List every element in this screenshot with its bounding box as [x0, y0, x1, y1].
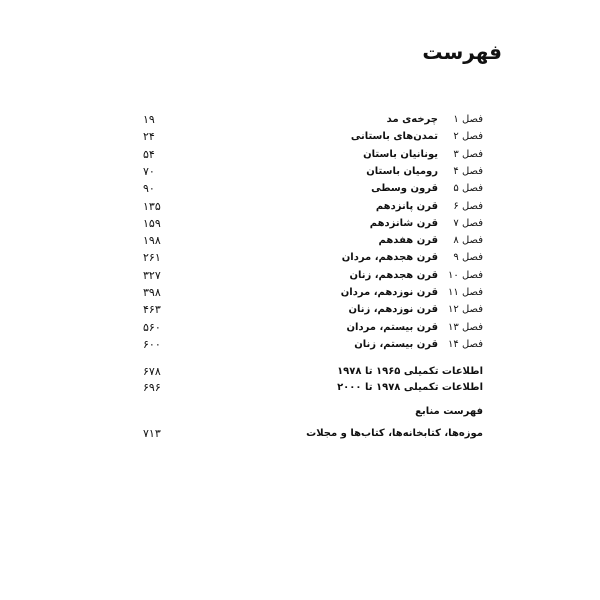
chapter-title: چرخه‌ی مد: [386, 114, 438, 125]
chapter-row: [0, 112, 600, 128]
chapter-label: فصل ۱۰: [448, 269, 483, 281]
chapter-title: قرن نوزدهم، مردان: [340, 287, 438, 298]
chapter-title: قرن شانزدهم: [369, 217, 438, 229]
chapter-label: فصل ۲: [453, 131, 483, 143]
page-number: ۵۶۰: [143, 320, 161, 334]
chapter-row: [0, 199, 600, 215]
chapter-title: قرن هفدهم: [378, 235, 438, 247]
page-number: ۱۳۵: [143, 199, 161, 213]
page-number: ۶۰۰: [143, 337, 161, 351]
page-number: ۷۱۳: [143, 427, 161, 440]
sources-entry: موزه‌ها، کتابخانه‌ها، کتاب‌ها و مجلات: [306, 428, 483, 439]
chapter-label: فصل ۱۳: [448, 321, 483, 333]
page-number: ۲۴: [143, 130, 155, 144]
chapter-label: فصل ۱۲: [448, 304, 483, 316]
chapter-row: [0, 302, 600, 318]
chapter-label: فصل ۷: [453, 217, 483, 229]
page-number: ۲۶۱: [143, 251, 161, 265]
chapter-row: [0, 147, 600, 163]
page-number: ۹۰: [143, 182, 155, 196]
chapter-title: قرن هجدهم، مردان: [341, 252, 438, 264]
page-number: ۴۶۳: [143, 303, 161, 317]
page-number: ۳۲۷: [143, 268, 161, 282]
page-title: فهرست: [422, 40, 502, 64]
chapter-title: قرن هجدهم، زنان: [349, 269, 438, 281]
chapter-label: فصل ۱۴: [448, 338, 483, 350]
chapter-label: فصل ۹: [453, 252, 483, 264]
supplement-title: اطلاعات تکمیلی ۱۹۶۵ تا ۱۹۷۸: [337, 366, 483, 377]
chapter-title: قرن بیستم، زنان: [354, 338, 438, 350]
chapter-row: [0, 129, 600, 145]
chapter-label: فصل ۱: [453, 114, 483, 125]
page-number: ۱۹: [143, 113, 155, 126]
page-number: ۶۷۸: [143, 365, 161, 378]
chapter-row: [0, 164, 600, 180]
page-number: ۳۹۸: [143, 286, 161, 299]
supplement-title: اطلاعات تکمیلی ۱۹۷۸ تا ۲۰۰۰: [337, 382, 483, 393]
supplement-row: [0, 364, 600, 380]
chapter-row: [0, 285, 600, 301]
chapter-title: قرون وسطی: [371, 183, 438, 195]
chapter-label: فصل ۵: [453, 183, 483, 195]
chapter-label: فصل ۳: [453, 148, 483, 160]
chapter-label: فصل ۶: [453, 200, 483, 212]
sources-row: [0, 426, 600, 442]
page-number: ۶۹۶: [143, 381, 161, 394]
page-number: ۱۵۹: [143, 216, 161, 230]
chapter-title: رومیان باستان: [366, 165, 438, 177]
chapter-title: یونانیان باستان: [363, 148, 438, 160]
page-number: ۵۴: [143, 147, 155, 161]
sources-heading: فهرست منابع: [415, 406, 483, 417]
chapter-row: [0, 337, 600, 353]
chapter-row: [0, 268, 600, 284]
chapter-row: [0, 320, 600, 336]
supplement-row: [0, 380, 600, 396]
chapter-title: تمدن‌های باستانی: [350, 131, 438, 143]
chapter-row: [0, 250, 600, 266]
chapter-row: [0, 233, 600, 249]
chapter-title: قرن پانزدهم: [375, 200, 438, 212]
page-number: ۱۹۸: [143, 234, 161, 248]
chapter-row: [0, 216, 600, 232]
chapter-title: قرن بیستم، مردان: [346, 321, 438, 333]
chapter-row: [0, 181, 600, 197]
chapter-title: قرن نوزدهم، زنان: [348, 304, 438, 316]
chapter-label: فصل ۴: [453, 165, 483, 177]
chapter-label: فصل ۸: [453, 235, 483, 247]
chapter-label: فصل ۱۱: [448, 287, 483, 298]
page-number: ۷۰: [143, 164, 155, 178]
